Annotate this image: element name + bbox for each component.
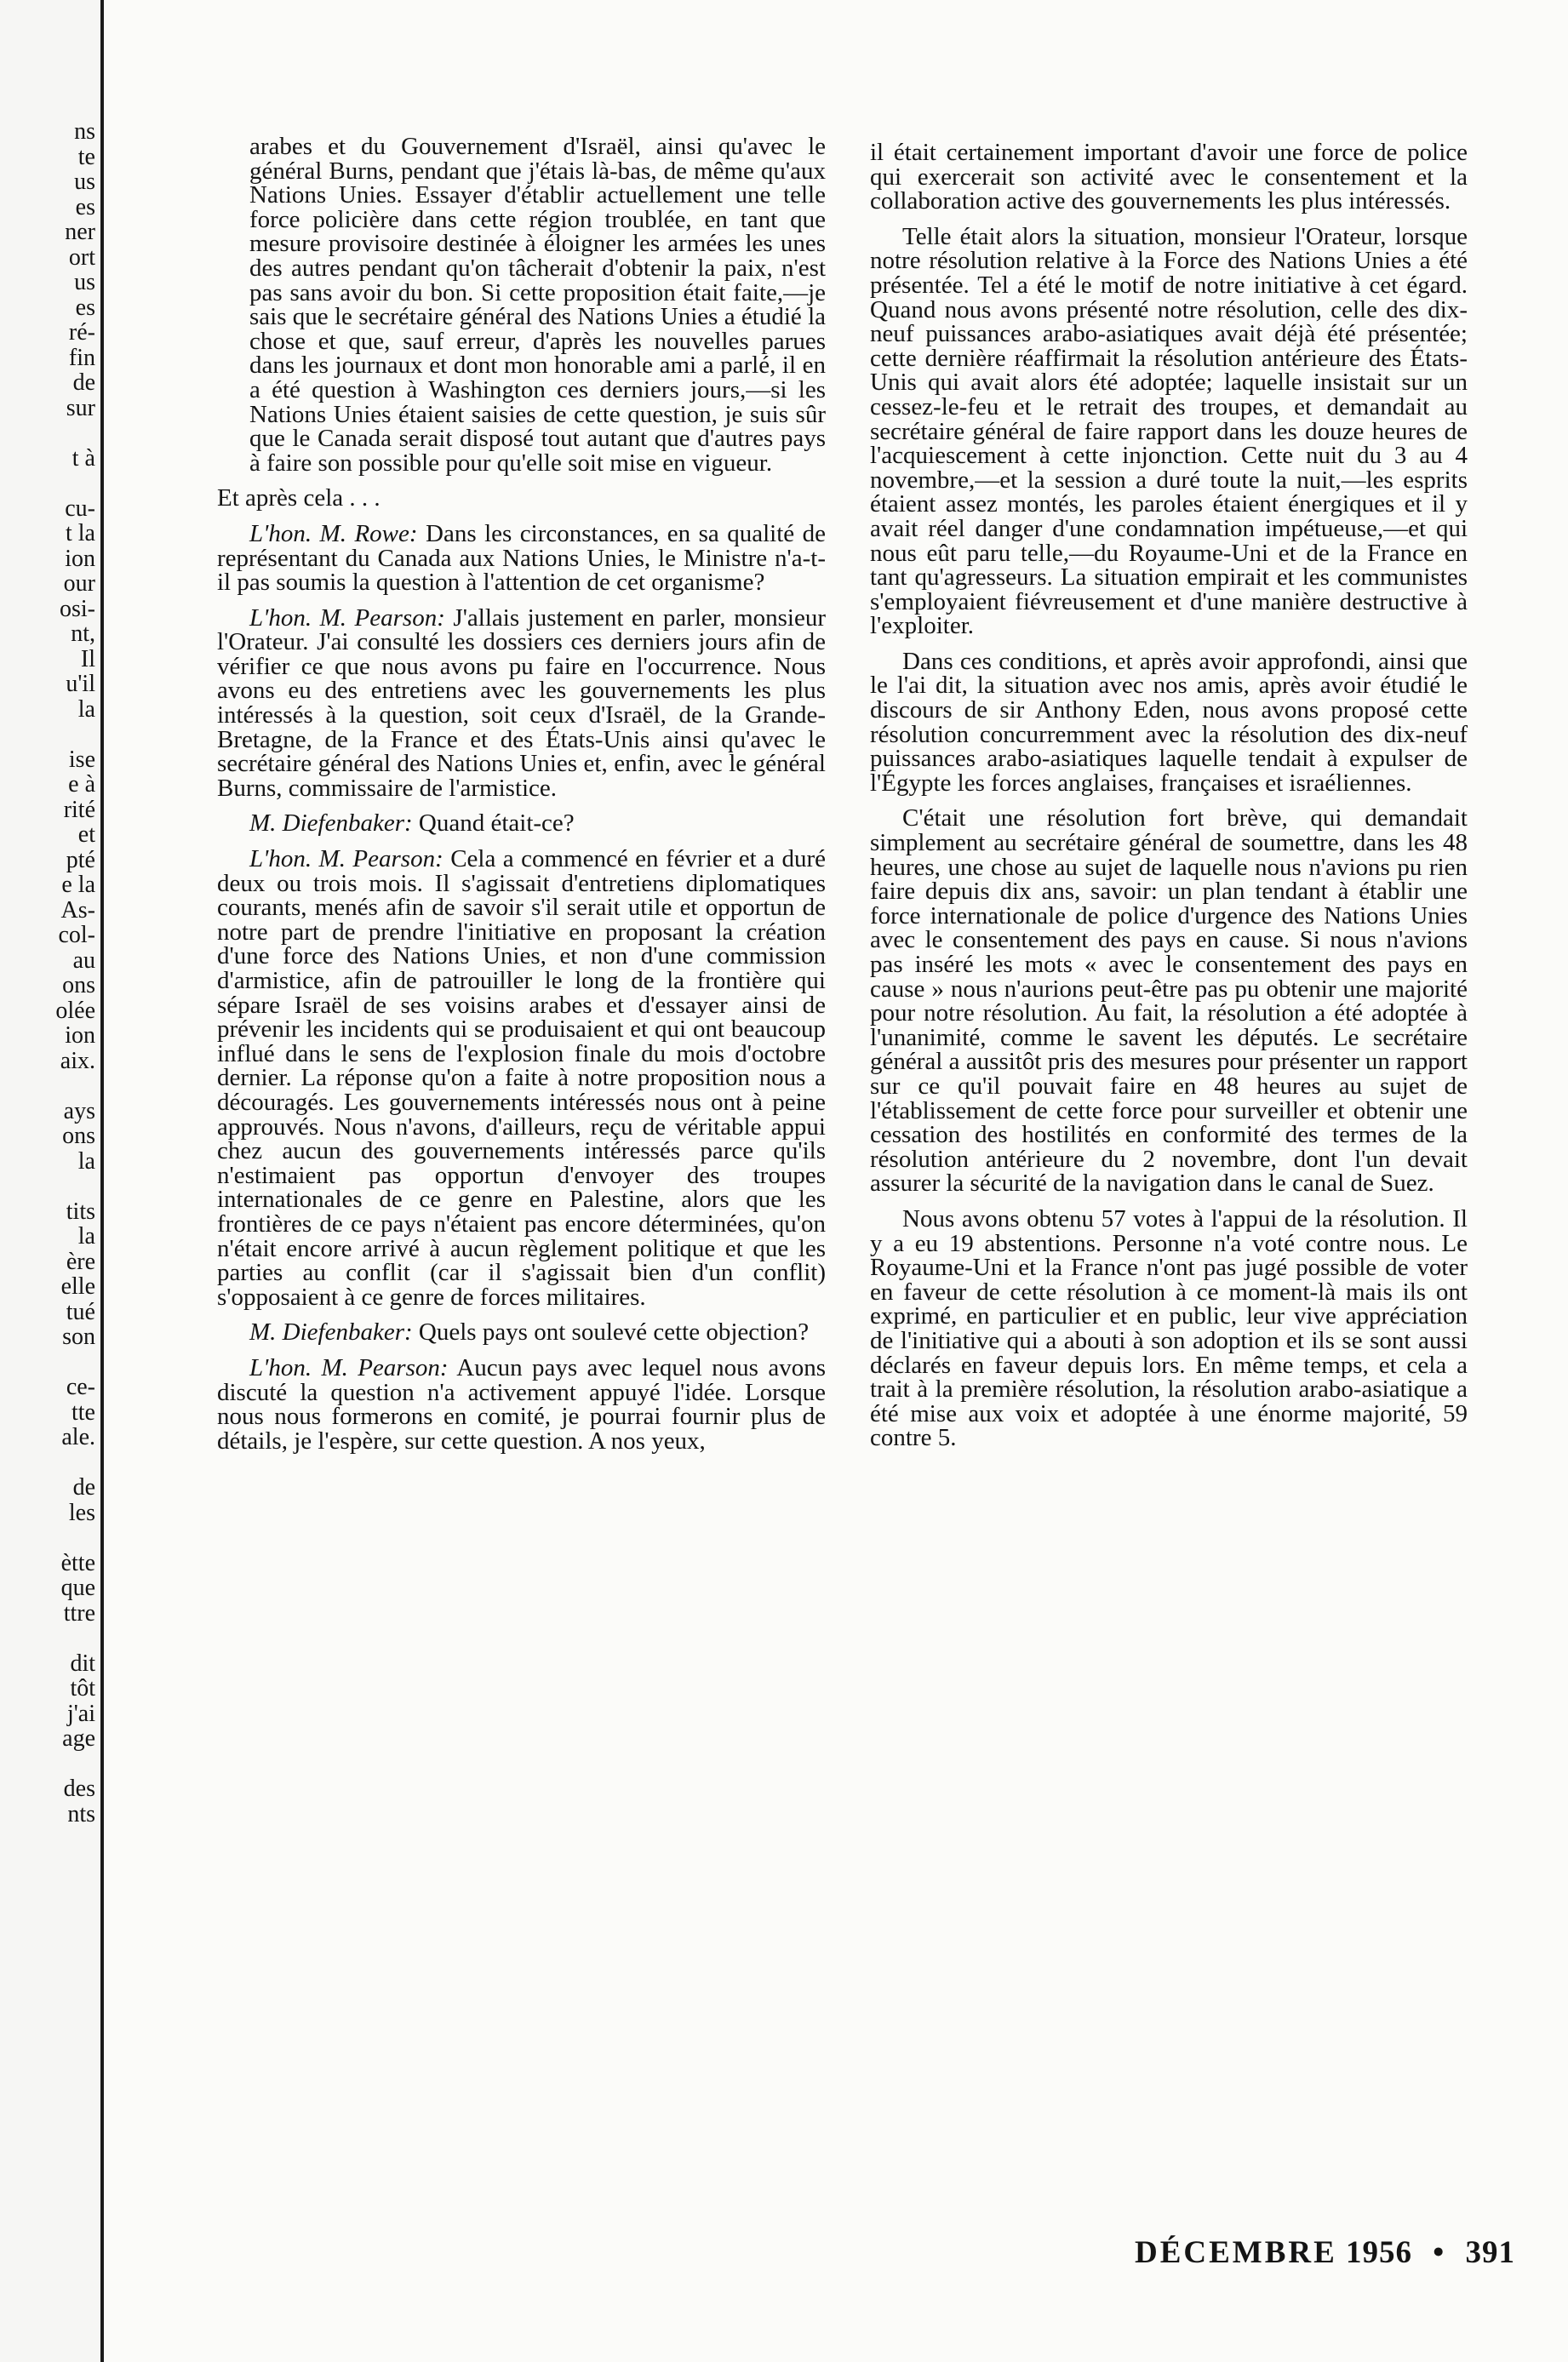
paragraph: [217, 847, 826, 1309]
gutter-fragment: [0, 420, 95, 446]
paragraph: Et après cela . . .: [217, 484, 381, 512]
paragraph: [217, 1353, 826, 1455]
gutter-fragment: la: [77, 1148, 95, 1174]
gutter-fragment: ttre: [63, 1600, 95, 1626]
gutter-fragment: e à: [68, 772, 95, 798]
speech-text: Quand était-ce?: [412, 809, 575, 838]
speaker-name: M. Diefenbaker:: [249, 809, 413, 838]
gutter-fragment: que: [60, 1576, 95, 1601]
gutter-fragment: tits: [66, 1198, 95, 1224]
gutter-fragment: ons: [62, 973, 95, 998]
speaker-name: L'hon. M. Pearson:: [249, 845, 444, 873]
speaker-name: L'hon. M. Pearson:: [249, 603, 445, 632]
speech-text: Quels pays ont soulevé cette objection?: [412, 1318, 810, 1347]
gutter-fragment: es: [75, 295, 95, 320]
gutter-fragment: olée: [55, 998, 95, 1023]
gutter-fragment: j'ai: [66, 1701, 95, 1726]
gutter-fragment: cu-: [65, 495, 95, 521]
gutter-fragment: [0, 1350, 95, 1375]
gutter-fragment: nts: [67, 1801, 95, 1827]
gutter-fragment: la: [77, 696, 95, 722]
gutter-fragment: our: [63, 571, 95, 597]
gutter-fragment: us: [74, 169, 95, 195]
gutter-fragment: ètte: [60, 1550, 95, 1576]
gutter-fragment: [0, 1525, 95, 1551]
speaker-name: L'hon. M. Pearson:: [249, 1353, 449, 1381]
gutter-fragment: us: [74, 270, 95, 295]
gutter-fragment: tôt: [70, 1676, 95, 1701]
paragraph: [217, 1320, 826, 1345]
gutter-fragment: elle: [60, 1274, 95, 1300]
gutter-fragment: dit: [70, 1650, 95, 1676]
gutter-fragment: et: [77, 822, 95, 848]
gutter-fragment: t la: [66, 521, 95, 546]
gutter-text-fragments: [0, 119, 95, 1827]
gutter-fragment: [0, 1450, 95, 1476]
gutter-fragment: tte: [72, 1399, 95, 1425]
gutter-fragment: des: [63, 1776, 95, 1802]
gutter-fragment: au: [72, 947, 95, 973]
gutter-fragment: [0, 1626, 95, 1651]
speech-text: Aucun pays avec lequel nous avons discuté la question n'a activement appuyé l'idée. Lorsque nous nous formerons en comité, je pourrai fournir plus de détails, je l'espère, sur cette question. A nos yeux,: [217, 1353, 826, 1455]
gutter-fragment: es: [75, 194, 95, 220]
gutter-fragment: [0, 471, 95, 496]
paragraph: [217, 519, 826, 597]
gutter-fragment: ays: [63, 1098, 95, 1124]
gutter-fragment: [0, 1073, 95, 1099]
gutter-fragment: rité: [63, 797, 95, 822]
gutter-fragment: ons: [62, 1124, 95, 1149]
paragraph: Nous avons obtenu 57 votes à l'appui de la résolution. Il y a eu 19 abstentions. Personne n'a voté contre nous. Le Royaume-Uni et la France n'ont pas jugé possible de voter en faveur de cette résolution à ce moment-là mais ils ont exprimé, en particulier et en public, leur vive appréciation de l'initiative qui a abouti à son adoption et ils se sont aussi déclarés en faveur depuis lors. En même temps, et cela a trait à la première résolution, la résolution arabo-asiatique a été mise aux voix et adoptée à une énorme majorité, 59 contre 5.: [870, 1204, 1468, 1452]
page-footer: [1094, 2234, 1515, 2271]
gutter-fragment: age: [62, 1726, 95, 1752]
page-edge-divider: [100, 0, 104, 2362]
gutter-fragment: [0, 722, 95, 747]
gutter-fragment: [0, 1174, 95, 1199]
paragraph: Dans ces conditions, et après avoir approfondi, ainsi que le l'ai dit, la situation avec nos amis, après avoir étudié le discours de sir Anthony Eden, nous avons proposé cette résolution concurremment avec la résolution des dix-neuf puissances arabo-asiatiques laquelle tendait à expulser de l'Égypte les forces anglaises, françaises et israéliennes.: [870, 647, 1468, 797]
gutter-fragment: ort: [68, 244, 95, 270]
gutter-fragment: col-: [58, 923, 95, 948]
gutter-fragment: les: [68, 1500, 95, 1525]
gutter-fragment: ce-: [66, 1375, 95, 1400]
paragraph: il était certainement important d'avoir une force de police qui exercerait son activité avec le consentement et la collaboration active des gouvernements les plus intéressés.: [870, 139, 1468, 215]
speech-text: Dans les circonstances, en sa qualité de représentant du Canada aux Nations Unies, le Ministre n'a-t-il pas soumis la question à l'attention de cet organisme?: [217, 519, 826, 597]
gutter-fragment: son: [62, 1324, 95, 1350]
gutter-fragment: ns: [74, 119, 95, 145]
paragraph: Telle était alors la situation, monsieur l'Orateur, lorsque notre résolution relative à la Force des Nations Unies a été présentée. Tel a été le motif de notre initiative à cet égard. Quand nous avons présenté notre résolution, celle des dix-neuf puissances arabo-asiatiques avait déjà été présentée; cette dernière réaffirmait la résolution antérieure des États-Unis qui avait alors été adoptée; laquelle insistait sur un cessez-le-feu et le retrait des troupes, et demandait au secrétaire général de faire rapport dans les douze heures de l'acquiescement à cette injonction. Cette nuit du 3 au 4 novembre,—et la session a duré toute la nuit,—les esprits étaient assez montés, les paroles étaient énergiques et il y avait réel danger d'une condamnation impétueuse,—et qui nous eût paru telle,—du Royaume-Uni et de la France en tant qu'agresseurs. La situation empirait et les communistes s'employaient fiévreusement et d'une manière destructive à l'exploiter.: [870, 222, 1468, 640]
gutter-fragment: ale.: [61, 1425, 95, 1450]
gutter-fragment: [0, 1752, 95, 1777]
gutter-fragment: pté: [66, 847, 95, 872]
gutter-fragment: ner: [65, 220, 95, 245]
gutter-fragment: e la: [61, 872, 95, 898]
gutter-fragment: ion: [65, 1023, 95, 1049]
previous-page-gutter: [0, 0, 100, 2362]
speaker-name: M. Diefenbaker:: [249, 1318, 413, 1347]
speaker-name: L'hon. M. Rowe:: [249, 519, 418, 547]
speech-text: J'allais justement en parler, monsieur l'Orateur. J'ai consulté les dossiers ces derniers jours afin de vérifier ce que nous avons pu faire en l'occurrence. Nous avons eu des entretiens avec les gouvernements les plus intéressés à la question, soit ceux d'Israël, de la Grande-Bretagne, de la France et des États-Unis ainsi qu'avec le secrétaire général des Nations Unies et, enfin, avec le général Burns, commissaire de l'armistice.: [217, 603, 826, 802]
gutter-fragment: sur: [66, 395, 95, 420]
right-column: [870, 140, 1468, 1461]
gutter-fragment: osi-: [60, 596, 95, 621]
paragraph: [217, 603, 826, 802]
page-number: 391: [1465, 2235, 1515, 2270]
gutter-fragment: u'il: [66, 672, 95, 697]
gutter-fragment: nt,: [71, 621, 95, 647]
gutter-fragment: de: [72, 1475, 95, 1501]
gutter-fragment: As-: [60, 897, 95, 923]
gutter-fragment: Il: [80, 646, 95, 672]
quoted-paragraph: arabes et du Gouvernement d'Israël, ainsi qu'avec le général Burns, pendant que j'étais là-bas, de même qu'aux Nations Unies. Essayer d'établir actuellement une telle force policière dans cette région troublée, en tant que mesure provisoire destinée à éloigner les armées les unes des autres pendant qu'on tâcherait d'obtenir la paix, n'est pas sans avoir du bon. Si cette proposition était faite,—je sais que le secrétaire général des Nations Unies a étudié la chose et que, sauf erreur, d'après les nouvelles parues dans les journaux et dont mon honorable ami a parlé, il en a été question à Washington ces derniers jours,—si les Nations Unies étaient saisies de cette question, je suis sûr que le Canada serait disposé tout autant que d'autres pays à faire son possible pour qu'elle soit mise en vigueur.: [249, 133, 826, 477]
gutter-fragment: ré-: [68, 320, 95, 346]
gutter-fragment: ère: [66, 1249, 95, 1274]
paragraph: C'était une résolution fort brève, qui demandait simplement au secrétaire général de soumettre, dans les 48 heures, une chose au sujet de laquelle nous n'avions pu rien faire depuis dix ans, savoir: un plan tendant à établir une force internationale de police d'urgence des Nations Unies avec le consentement des pays en cause. Si nous n'avions pas inséré les mots « avec le consentement des pays en cause » nous n'aurions peut-être pas pu obtenir une majorité pour notre résolution. Au fait, la résolution a été adoptée à l'unanimité, comme le savent les députés. Le secrétaire général a aussitôt pris des mesures pour présenter un rapport sur ce qu'il pouvait faire en 48 heures au sujet de l'établissement de cette force pour surveiller et obtenir une cessation des hostilités en conformité des termes de la résolution antérieure du 2 novembre, dont l'un devait assurer la sécurité de la navigation dans le canal de Suez.: [870, 804, 1468, 1198]
left-column: [217, 134, 826, 1464]
gutter-fragment: tué: [66, 1299, 95, 1324]
gutter-fragment: te: [77, 144, 95, 169]
footer-year: 1956: [1346, 2235, 1413, 2270]
gutter-fragment: t à: [72, 445, 95, 471]
footer-separator: •: [1433, 2235, 1445, 2270]
paragraph: [217, 811, 826, 836]
gutter-fragment: ise: [68, 746, 95, 772]
footer-month: DÉCEMBRE: [1134, 2235, 1337, 2270]
gutter-fragment: la: [77, 1224, 95, 1250]
gutter-fragment: de: [72, 370, 95, 396]
speech-text: Cela a commencé en février et a duré deux ou trois mois. Il s'agissait d'entretiens diplomatiques courants, menés afin de savoir s'il serait utile et opportun de notre part de prendre l'initiative en proposant la création d'une force des Nations Unies, et non d'une commission d'armistice, afin de patrouiller le long de la frontière qui sépare Israël de ses voisins arabes et d'essayer ainsi de prévenir les incidents qui se produisaient et qui ont beaucoup influé dans le sens de l'explosion finale du mois d'octobre dernier. La réponse qu'on a faite à notre proposition nous a découragés. Les gouvernements intéressés nous ont à peine approuvés. Nous n'avons, d'ailleurs, reçu de véritable appui chez aucun des gouvernements intéressés parce qu'ils n'estimaient pas opportun d'envoyer des troupes internationales de ce genre en Palestine, alors que les frontières de ce pays n'étaient pas encore déterminées, qu'on n'était encore arrivé à aucun règlement politique et que les parties au conflit (car il s'agissait bien d'un conflit) s'opposaient à ce genre de forces militaires.: [217, 845, 826, 1311]
gutter-fragment: fin: [68, 345, 95, 370]
gutter-fragment: aix.: [60, 1048, 95, 1073]
gutter-fragment: ion: [65, 546, 95, 571]
